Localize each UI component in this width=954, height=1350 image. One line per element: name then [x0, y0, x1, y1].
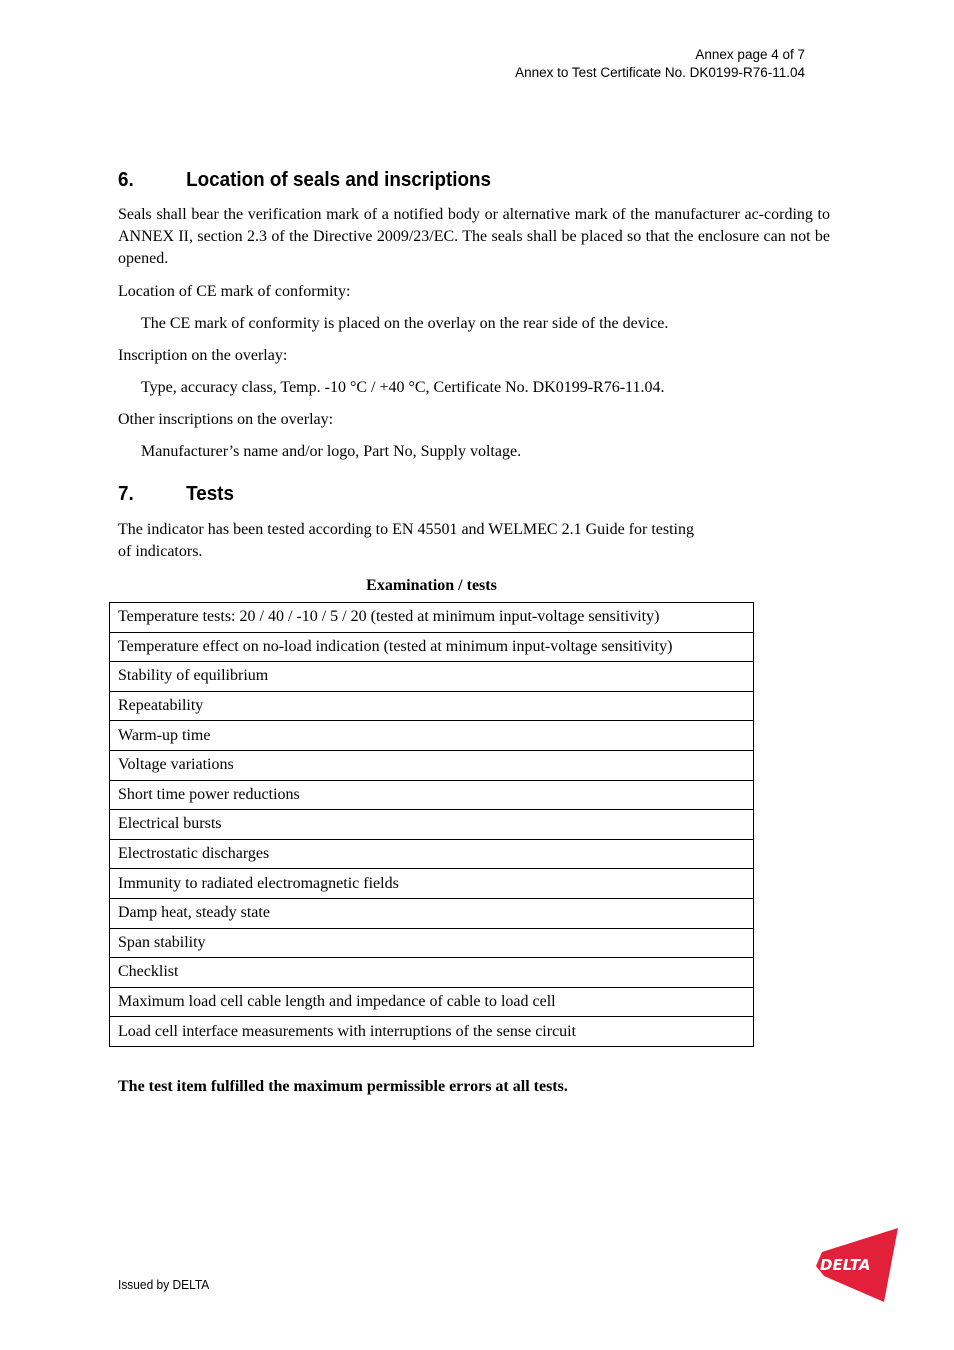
- table-row: [110, 750, 754, 780]
- test-cell: Immunity to radiated electromagnetic fields: [110, 869, 754, 899]
- test-cell: Electrostatic discharges: [110, 839, 754, 869]
- table-row: [110, 662, 754, 692]
- test-cell: Damp heat, steady state: [110, 898, 754, 928]
- table-row: [110, 632, 754, 662]
- table-row: [110, 928, 754, 958]
- section-7-title: Tests: [186, 482, 234, 505]
- table-caption: Examination / tests: [366, 577, 497, 594]
- table-row: [110, 869, 754, 899]
- test-cell: Temperature tests: 20 / 40 / -10 / 5 / 20 (tested at minimum input-voltage sensitivity): [110, 603, 754, 633]
- test-cell: Voltage variations: [110, 750, 754, 780]
- table-row: [110, 1017, 754, 1047]
- test-cell: Maximum load cell cable length and impedance of cable to load cell: [110, 987, 754, 1017]
- table-row: [110, 810, 754, 840]
- table-row: [110, 780, 754, 810]
- test-cell: Warm-up time: [110, 721, 754, 751]
- delta-logo: [812, 1226, 902, 1304]
- page-number: Annex page 4 of 7: [695, 47, 805, 62]
- page-header: [515, 46, 805, 82]
- test-cell: Short time power reductions: [110, 780, 754, 810]
- other-inscriptions-label: Other inscriptions on the overlay:: [118, 411, 334, 428]
- table-row: [110, 958, 754, 988]
- test-cell: Load cell interface measurements with interruptions of the sense circuit: [110, 1017, 754, 1047]
- issued-by: Issued by DELTA: [118, 1277, 210, 1292]
- section-6-heading: [118, 168, 491, 192]
- section-6-title: Location of seals and inscriptions: [186, 168, 492, 191]
- table-row: [110, 691, 754, 721]
- test-cell: Span stability: [110, 928, 754, 958]
- inscription-label: Inscription on the overlay:: [118, 347, 288, 364]
- ce-mark-label: Location of CE mark of conformity:: [118, 283, 351, 300]
- tests-table: [109, 602, 754, 1047]
- test-cell: Electrical bursts: [110, 810, 754, 840]
- table-row: [110, 987, 754, 1017]
- section-7-number: 7.: [118, 482, 134, 505]
- table-row: [110, 839, 754, 869]
- table-row: [110, 898, 754, 928]
- test-cell: Temperature effect on no-load indication (tested at minimum input-voltage sensitivity): [110, 632, 754, 662]
- section-7-heading: [118, 482, 234, 506]
- test-cell: Repeatability: [110, 691, 754, 721]
- table-row: [110, 603, 754, 633]
- section-6-number: 6.: [118, 168, 134, 191]
- other-inscriptions-text: Manufacturer’s name and/or logo, Part No, Supply voltage.: [141, 443, 522, 460]
- tests-intro-line-2: of indicators.: [118, 543, 203, 560]
- inscription-text: Type, accuracy class, Temp. -10 °C / +40 °C, Certificate No. DK0199-R76-11.04.: [141, 379, 665, 396]
- test-cell: Checklist: [110, 958, 754, 988]
- tests-intro-line-1: The indicator has been tested according to EN 45501 and WELMEC 2.1 Guide for testing: [118, 521, 694, 538]
- table-row: [110, 721, 754, 751]
- certificate-reference: Annex to Test Certificate No. DK0199-R76-11.04: [515, 65, 805, 80]
- ce-mark-text: The CE mark of conformity is placed on the overlay on the rear side of the device.: [141, 315, 669, 332]
- test-cell: Stability of equilibrium: [110, 662, 754, 692]
- logo-text: DELTA: [820, 1256, 871, 1274]
- test-conclusion: The test item fulfilled the maximum permissible errors at all tests.: [118, 1078, 568, 1095]
- seals-paragraph: Seals shall bear the verification mark of a notified body or alternative mark of the manufacturer ac-cording to ANNEX II, section 2.3 of the Directive 2009/23/EC. The seals shall be placed so that the enclosure can not be opened.: [118, 206, 830, 267]
